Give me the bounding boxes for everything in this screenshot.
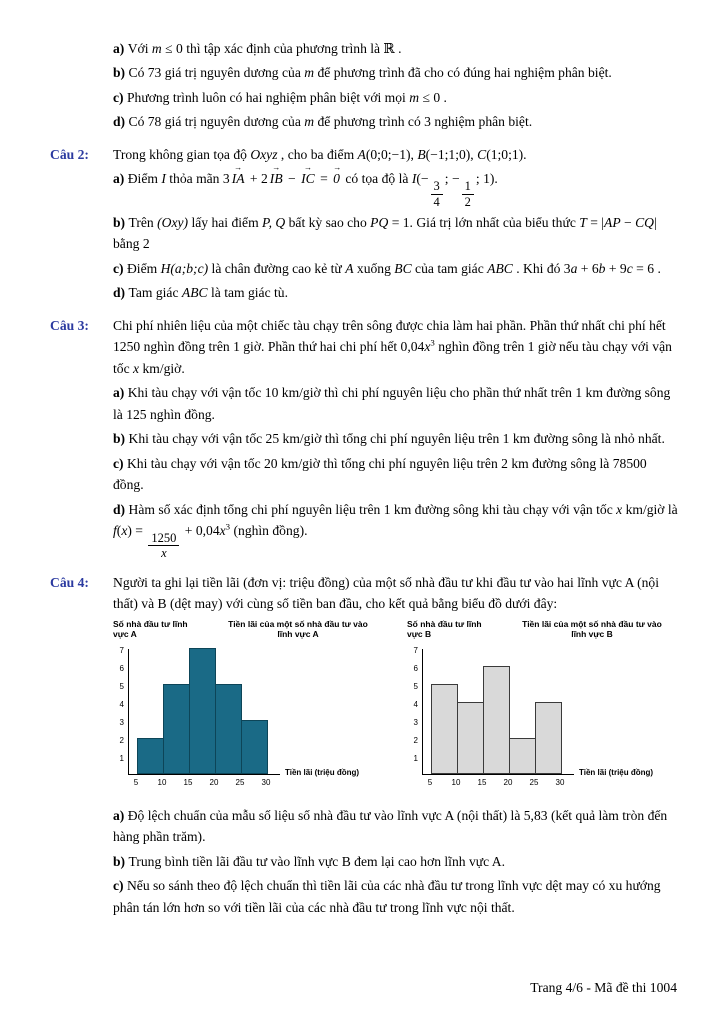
question-3-intro: Chi phí nhiên liệu của một chiếc tàu chạy trên sông được chia làm hai phần. Phần thứ nhất chi phí hết 1250 nghìn đồng trên 1 giờ. Phần thứ hai chi phí hết $0,04x^3$ nghìn đồng trên 1 giờ nếu tàu chạy với vận tốc x km/giờ. xyxy=(113,317,672,376)
question-3-label: Câu 3: xyxy=(50,317,89,333)
statement-d: d) Có 78 giá trị nguyên dương của m để phương trình có 3 nghiệm phân biệt. xyxy=(113,114,533,130)
statement-a: a) Khi tàu chạy với vận tốc 10 km/giờ thì chi phí nguyên liệu cho phần thứ nhất trên 1 km đường sông là 125 nghìn đồng. xyxy=(113,385,671,422)
chart-a-x-ticks: 5 10 15 20 25 30 xyxy=(133,777,271,787)
histogram-bar xyxy=(483,666,510,774)
histogram-bar xyxy=(137,738,164,774)
chart-investment-A xyxy=(113,619,371,795)
page-footer: Trang 4/6 - Mã đề thi 1004 xyxy=(530,980,677,995)
chart-b-x-axis-label: Tiền lãi (triệu đồng) xyxy=(579,767,654,777)
question-3 xyxy=(50,315,680,564)
statement-d: d) Hàm số xác định tổng chi phí nguyên liệu trên 1 km đường sông khi tàu chạy với vận tốc x km/giờ là f(x) = $\frac{1250}{x}$ + $0,04x^3$ (nghìn đồng). xyxy=(113,501,678,561)
statement-c: c) Khi tàu chạy với vận tốc 20 km/giờ thì tổng chi phí nguyên liệu trên 2 km đường sông là 78500 đồng. xyxy=(113,455,647,493)
chart-a-plot-area xyxy=(128,649,280,775)
histogram-bar xyxy=(241,720,268,774)
chart-b-title: Tiền lãi của một số nhà đầu tư vào lĩnh vực B xyxy=(522,618,662,640)
question-4 xyxy=(50,572,680,921)
question-1-options xyxy=(50,38,680,136)
chart-b-plot-area xyxy=(422,649,574,775)
statement-b: b) Khi tàu chạy với vận tốc 25 km/giờ thì tổng chi phí nguyên liệu trên 1 km đường sông là nhỏ nhất. xyxy=(113,431,665,447)
statement-d: d) Tam giác ABC là tam giác tù. xyxy=(113,285,288,301)
statement-c: c) Nếu so sánh theo độ lệch chuẩn thì tiền lãi của các nhà đầu tư trong lĩnh vực dệt may có xu hướng phân tán lớn hơn so với tiền lãi của các nhà đầu tư trong lĩnh vực nội thất. xyxy=(113,878,661,915)
statement-a: a) Độ lệch chuẩn của mẫu số liệu số nhà đầu tư vào lĩnh vực A (nội thất) là 5,83 (kết quả làm tròn đến hàng phần trăm). xyxy=(113,807,668,845)
question-2 xyxy=(50,144,680,307)
question-label-spacer xyxy=(50,38,113,136)
statement-c: c) Phương trình luôn có hai nghiệm phân biệt với mọi m ≤ 0 . xyxy=(113,89,447,105)
chart-b-y-axis-label: Số nhà đầu tư lĩnh vực B xyxy=(407,618,482,640)
histogram-bar xyxy=(215,684,242,774)
statement-c: c) Điểm H(a;b;c) là chân đường cao kẻ từ A xuống BC của tam giác ABC . Khi đó 3a + 6b + 9c = 6 . xyxy=(113,260,661,276)
statement-a: a) Điểm I thỏa mãn 3 IA → + 2 IB → − IC → = 0 → có tọa độ là I(− $\frac{3}{4}$ ; − $\frac{1}{2}$ ; 1). xyxy=(113,168,680,209)
chart-investment-B xyxy=(407,619,665,795)
chart-a-title: Tiền lãi của một số nhà đầu tư vào lĩnh vực A xyxy=(228,618,368,640)
question-4-label: Câu 4: xyxy=(50,574,89,590)
statement-b: b) Có 73 giá trị nguyên dương của m để phương trình đã cho có đúng hai nghiệm phân biệt. xyxy=(113,65,612,81)
statement-b: b) Trung bình tiền lãi đầu tư vào lĩnh vực B đem lại cao hơn lĩnh vực A. xyxy=(113,853,506,869)
statement-b: b) Trên (Oxy) lấy hai điểm P, Q bất kỳ sao cho PQ = 1. Giá trị lớn nhất của biểu thức T = |AP − CQ| bằng 2 xyxy=(113,215,657,252)
histogram-bar xyxy=(189,648,216,774)
histogram-bar xyxy=(457,702,484,774)
histogram-bar xyxy=(163,684,190,774)
histogram-bar xyxy=(535,702,562,774)
chart-b-x-ticks: 5 10 15 20 25 30 xyxy=(427,777,565,787)
histogram-bar xyxy=(431,684,458,774)
chart-b-y-ticks: 1 2 3 4 5 6 7 xyxy=(413,645,418,763)
question-2-label: Câu 2: xyxy=(50,146,89,162)
statement-a: a) Với m ≤ 0 thì tập xác định của phương trình là ℝ . xyxy=(113,41,402,56)
chart-a-x-axis-label: Tiền lãi (triệu đồng) xyxy=(285,767,360,777)
chart-a-y-ticks: 1 2 3 4 5 6 7 xyxy=(119,645,124,763)
question-2-intro: Trong không gian tọa độ Oxyz , cho ba điểm A(0;0;−1), B(−1;1;0), C(1;0;1). xyxy=(113,146,527,162)
question-4-intro: Người ta ghi lại tiền lãi (đơn vị: triệu đồng) của một số nhà đầu tư khi đầu tư vào hai lĩnh vực A (nội thất) và B (dệt may) với cùng số tiền ban đầu, cho kết quả bằng biểu đồ dưới đây: xyxy=(113,574,659,612)
histogram-charts xyxy=(113,619,680,795)
histogram-bar xyxy=(509,738,536,774)
chart-a-y-axis-label: Số nhà đầu tư lĩnh vực A xyxy=(113,618,188,640)
